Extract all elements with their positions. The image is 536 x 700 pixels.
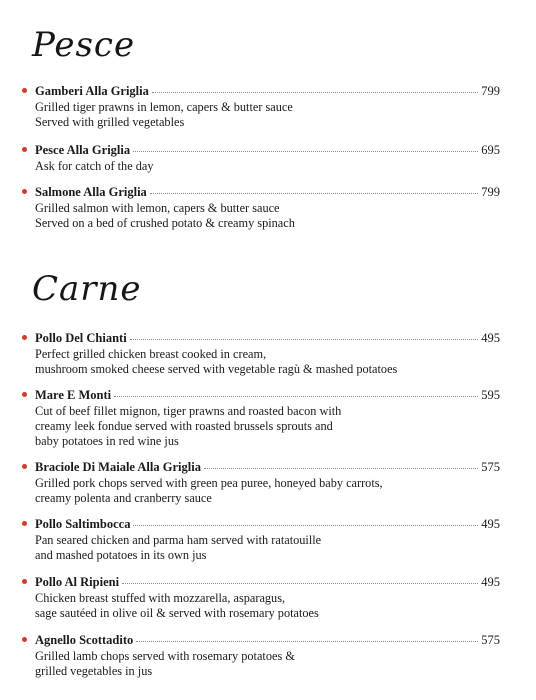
dish-description: mushroom smoked cheese served with vegetable ragù & mashed potatoes	[35, 362, 398, 376]
dish-description: Grilled tiger prawns in lemon, capers & butter sauce	[35, 100, 293, 114]
dish-name: Agnello Scottadito	[35, 633, 134, 647]
menu-item	[22, 517, 500, 563]
menu-item	[22, 84, 500, 130]
bullet-icon	[22, 579, 27, 584]
dot-leader	[150, 192, 478, 194]
bullet-icon	[22, 335, 27, 340]
menu-item	[22, 185, 500, 231]
dish-description: Grilled lamb chops served with rosemary potatoes &	[35, 649, 295, 663]
bullet-icon	[22, 88, 27, 93]
bullet-icon	[22, 392, 27, 397]
dish-price: 799	[481, 84, 500, 98]
dish-name: Pollo Al Ripieni	[35, 575, 120, 589]
dish-price: 695	[481, 143, 500, 157]
dish-description: Chicken breast stuffed with mozzarella, asparagus,	[35, 591, 286, 605]
dish-description: Served on a bed of crushed potato & creamy spinach	[35, 216, 295, 230]
dish-name: Braciole Di Maiale Alla Griglia	[35, 460, 201, 474]
menu-item-header	[22, 633, 500, 649]
dish-description: creamy leek fondue served with roasted brussels sprouts and	[35, 419, 333, 433]
menu-item	[22, 460, 500, 506]
dish-description: Grilled salmon with lemon, capers & butter sauce	[35, 201, 280, 215]
section-title-carne: Carne	[32, 269, 142, 309]
menu-item	[22, 331, 500, 377]
menu-item	[22, 633, 500, 679]
bullet-icon	[22, 147, 27, 152]
bullet-icon	[22, 521, 27, 526]
dish-name: Salmone Alla Griglia	[35, 185, 147, 199]
dot-leader	[204, 467, 478, 469]
dish-description: and mashed potatoes in its own jus	[35, 548, 207, 562]
dish-description: grilled vegetables in jus	[35, 664, 153, 678]
dish-description: Pan seared chicken and parma ham served with ratatouille	[35, 533, 322, 547]
dish-description: sage sautéed in olive oil & served with rosemary potatoes	[35, 606, 319, 620]
dish-description: Ask for catch of the day	[35, 159, 154, 173]
menu-item-header	[22, 575, 500, 591]
bullet-icon	[22, 189, 27, 194]
dish-name: Pesce Alla Griglia	[35, 143, 131, 157]
dot-leader	[114, 395, 478, 397]
dish-name: Mare E Monti	[35, 388, 112, 402]
menu-item-header	[22, 143, 500, 159]
section-title-pesce: Pesce	[32, 25, 136, 65]
dish-description: Served with grilled vegetables	[35, 115, 185, 129]
dish-price: 799	[481, 185, 500, 199]
menu-item-header	[22, 84, 500, 100]
dish-description: creamy polenta and cranberry sauce	[35, 491, 212, 505]
menu-item	[22, 388, 500, 449]
dot-leader	[133, 524, 478, 526]
menu-item	[22, 575, 500, 621]
dish-description: Grilled pork chops served with green pea puree, honeyed baby carrots,	[35, 476, 383, 490]
dish-price: 495	[481, 575, 500, 589]
menu-item-header	[22, 460, 500, 476]
dish-name: Pollo Del Chianti	[35, 331, 127, 345]
dot-leader	[133, 150, 478, 152]
menu-item-header	[22, 517, 500, 533]
dish-name: Gamberi Alla Griglia	[35, 84, 149, 98]
dot-leader	[136, 640, 478, 642]
menu-item-header	[22, 185, 500, 201]
bullet-icon	[22, 637, 27, 642]
dish-price: 575	[481, 460, 500, 474]
menu-item-header	[22, 331, 500, 347]
dish-price: 595	[481, 388, 500, 402]
dish-description: Perfect grilled chicken breast cooked in cream,	[35, 347, 267, 361]
dish-name: Pollo Saltimbocca	[35, 517, 131, 531]
bullet-icon	[22, 464, 27, 469]
dish-description: baby potatoes in red wine jus	[35, 434, 179, 448]
menu-item-header	[22, 388, 500, 404]
dish-price: 575	[481, 633, 500, 647]
dot-leader	[122, 582, 478, 584]
menu-item	[22, 143, 500, 174]
dot-leader	[130, 338, 479, 340]
dot-leader	[152, 91, 478, 93]
dish-price: 495	[481, 331, 500, 345]
dish-description: Cut of beef fillet mignon, tiger prawns and roasted bacon with	[35, 404, 342, 418]
dish-price: 495	[481, 517, 500, 531]
